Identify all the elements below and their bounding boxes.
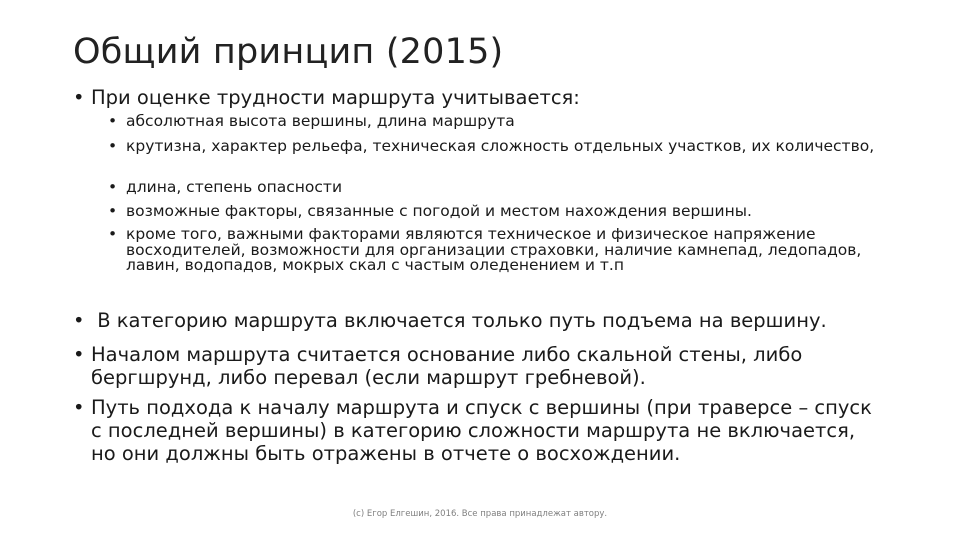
slide-title: Общий принцип (2015) [73, 32, 504, 72]
sub-bullet-text: кроме того, важными факторами являются техническое и физическое напряжение восходителей, возможности для организации страховки, наличие камнепад, ледопадов, лавин, водопадов, мокрых скал с частым оледенением и т.п [126, 225, 862, 274]
bullet-text: Началом маршрута считается основание либо скальной стены, либо бергшрунд, либо перевал (если маршрут гребневой). [91, 343, 803, 389]
main-bullet-text: При оценке трудности маршрута учитывается: [91, 86, 580, 109]
sub-bullet-text: абсолютная высота вершины, длина маршрута [126, 112, 515, 130]
bullet-marker: • [73, 343, 85, 366]
bullet-text: В категорию маршрута включается только путь подъема на вершину. [91, 309, 827, 332]
bullet-marker: • [108, 225, 118, 243]
bullet [73, 309, 903, 332]
copyright-footer: (с) Егор Елгешин, 2016. Все права принадлежат автору. [352, 509, 608, 519]
bullet-marker: • [73, 309, 85, 332]
bullet-marker: • [108, 202, 118, 220]
sub-bullet [108, 114, 888, 130]
sub-bullet [108, 204, 888, 220]
bullet-marker: • [108, 137, 118, 155]
bullet-marker: • [108, 178, 118, 196]
sub-bullet-text: возможные факторы, связанные с погодой и местом нахождения вершины. [126, 202, 752, 220]
sub-bullet [108, 139, 888, 155]
sub-bullet [108, 227, 888, 274]
bullet-marker: • [108, 112, 118, 130]
bullet [73, 396, 883, 465]
bullet [73, 343, 883, 389]
main-bullet [73, 86, 893, 109]
bullet-marker: • [73, 396, 85, 419]
bullet-marker: • [73, 86, 85, 109]
bullet-text: Путь подхода к началу маршрута и спуск с вершины (при траверсе – спуск с последней вершины) в категорию сложности маршрута не включается, но они должны быть отражены в отчете о восхождении. [91, 396, 872, 465]
sub-bullet [108, 180, 888, 196]
sub-bullet-text: крутизна, характер рельефа, техническая сложность отдельных участков, их количество, [126, 137, 875, 155]
sub-bullet-text: длина, степень опасности [126, 178, 343, 196]
